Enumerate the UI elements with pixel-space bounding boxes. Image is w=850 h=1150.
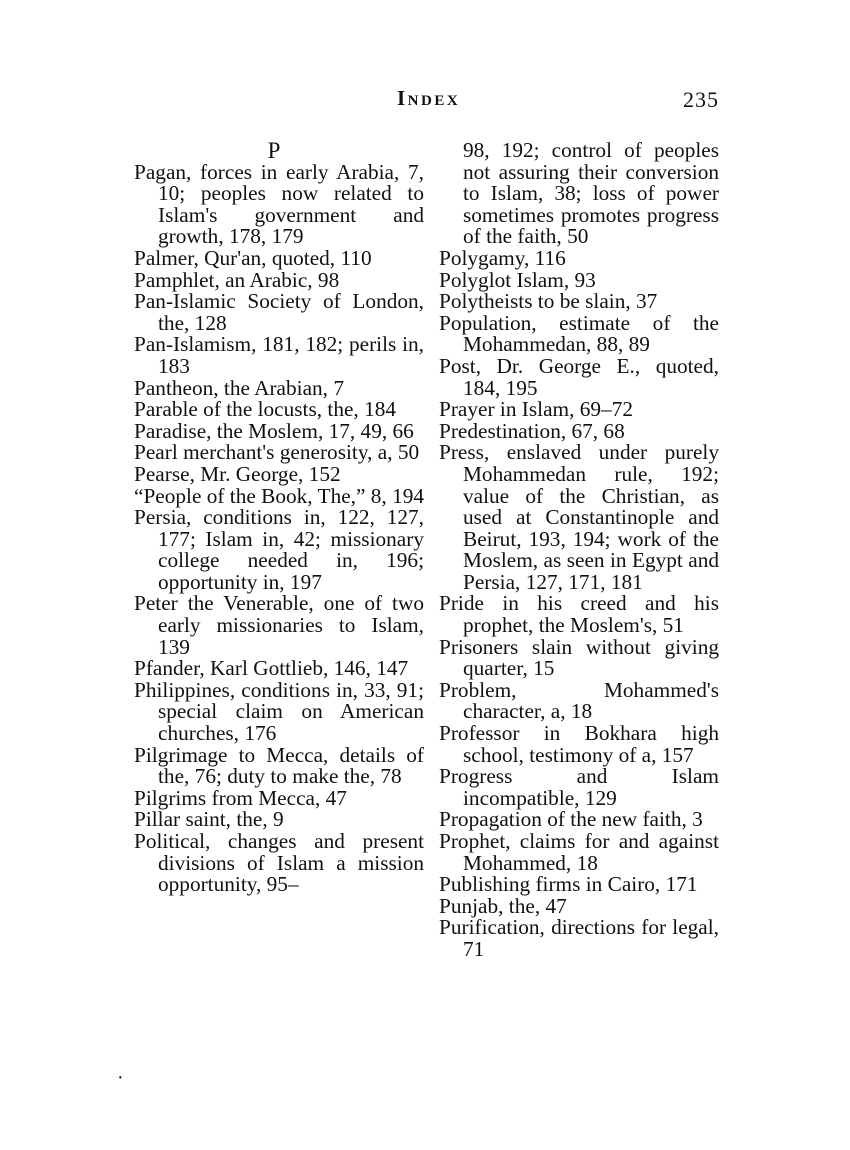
index-entry: Peter the Venerable, one of two early missionaries to Islam, 139 xyxy=(134,591,424,659)
index-entry: Polytheists to be slain, 37 xyxy=(439,289,658,314)
index-entry: Pamphlet, an Arabic, 98 xyxy=(134,267,340,292)
index-entry: Prophet, claims for and against Mohammed, 18 xyxy=(439,829,719,875)
index-entry: Population, estimate of the Mohammedan, 88, 89 xyxy=(439,310,719,357)
index-entry: Post, Dr. George E., quoted, 184, 195 xyxy=(439,353,719,400)
index-entry: Pagan, forces in early Arabia, 7, 10; peoples now related to Islam's government and growth, 178, 179 xyxy=(134,159,424,249)
index-entry: Political, changes and present divisions of Islam a mission opportunity, 95– xyxy=(134,829,424,897)
index-entry: Polygamy, 116 xyxy=(439,245,566,270)
index-entry: Pan-Islamic Society of London, the, 128 xyxy=(134,289,424,335)
index-entry: Punjab, the, 47 xyxy=(439,893,567,918)
index-entry: Pantheon, the Arabian, 7 xyxy=(134,375,344,400)
index-entry: Pan-Islamism, 181, 182; perils in, 183 xyxy=(134,332,424,378)
index-entry: “People of the Book, The,” 8, 194 xyxy=(134,483,425,508)
letter-heading: P xyxy=(267,138,281,163)
index-entry: Pearl merchant's generosity, a, 50 xyxy=(134,440,420,465)
index-entry: Problem, Mohammed's character, a, 18 xyxy=(439,677,719,724)
index-entry: Palmer, Qur'an, quoted, 110 xyxy=(134,245,372,270)
index-entry: Pride in his creed and his prophet, the Moslem's, 51 xyxy=(439,591,719,638)
index-entry-continuation: 98, 192; control of peoples not assuring their conversion to Islam, 38; loss of power sometimes promotes progress of the faith, 50 xyxy=(463,138,719,249)
print-speck: · xyxy=(117,1067,124,1089)
index-entry: Prisoners slain without giving quarter, 15 xyxy=(439,634,719,681)
index-entry: Parable of the locusts, the, 184 xyxy=(134,397,397,422)
index-entry: Prayer in Islam, 69–72 xyxy=(439,397,634,422)
index-entry: Purification, directions for legal, 71 xyxy=(439,915,719,961)
index-entry: Pearse, Mr. George, 152 xyxy=(134,461,341,486)
index-entry: Press, enslaved under purely Mohammedan rule, 192; value of the Christian, as used at Constantinople and Beirut, 193, 194; work of the Moslem, as seen in Egypt and Persia, 127, 171, 181 xyxy=(439,440,719,594)
index-entry: Predestination, 67, 68 xyxy=(439,418,625,443)
running-header-title: Index xyxy=(397,86,461,110)
index-entry: Progress and Islam incompatible, 129 xyxy=(439,764,719,810)
index-entry: Pfander, Karl Gottlieb, 146, 147 xyxy=(134,656,409,681)
index-entry: Philippines, conditions in, 33, 91; special claim on American churches, 176 xyxy=(134,677,424,746)
index-entry: Publishing firms in Cairo, 171 xyxy=(439,872,698,897)
page-number: 235 xyxy=(683,87,719,112)
index-entry: Polyglot Islam, 93 xyxy=(439,267,596,292)
index-column-right xyxy=(439,140,719,961)
index-column-left xyxy=(134,140,424,896)
index-entry: Pilgrims from Mecca, 47 xyxy=(134,785,347,810)
index-entry: Professor in Bokhara high school, testimony of a, 157 xyxy=(439,721,719,767)
index-entry: Paradise, the Moslem, 17, 49, 66 xyxy=(134,418,414,443)
index-entry: Propagation of the new faith, 3 xyxy=(439,807,703,832)
index-entry: Pilgrimage to Mecca, details of the, 76; duty to make the, 78 xyxy=(134,742,424,789)
index-entry: Pillar saint, the, 9 xyxy=(134,807,284,832)
index-entry: Persia, conditions in, 122, 127, 177; Islam in, 42; missionary college needed in, 196; opportunity in, 197 xyxy=(134,505,424,594)
